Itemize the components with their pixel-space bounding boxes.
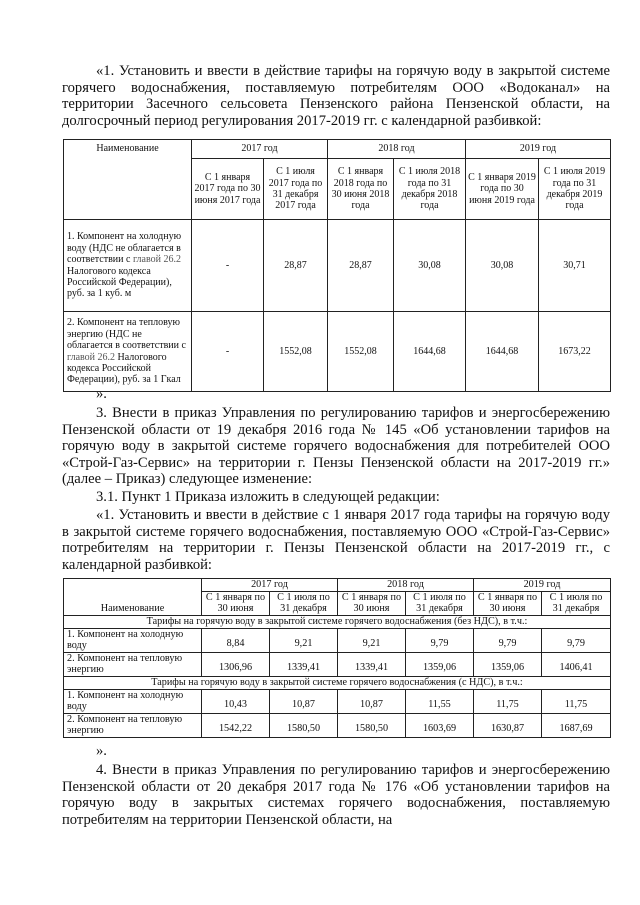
table-row bbox=[64, 714, 611, 738]
value-cell: 1552,08 bbox=[328, 312, 394, 392]
period-header: С 1 июля 2017 года по 31 декабря 2017 года bbox=[264, 159, 328, 220]
row-name: 2. Компонент на тепловую энергию bbox=[64, 653, 202, 677]
paragraph-1: «1. Установить и ввести в действие тарифы на горячую воду в закрытой системе горячего водоснабжения, поставляемую потребителям ООО «Водоканал» на территории Засечного сельсовета Пензенского района Пензенской области, на долгосрочный период регулирования 2017-2019 гг. с календарной разбивкой: bbox=[62, 63, 610, 129]
value-cell: - bbox=[192, 220, 264, 312]
table-row bbox=[64, 653, 611, 677]
value-cell: 1630,87 bbox=[474, 714, 542, 738]
closing-quote: ». bbox=[96, 743, 107, 759]
period-header: С 1 января 2018 года по 30 июня 2018 года bbox=[328, 159, 394, 220]
value-cell: 11,75 bbox=[474, 690, 542, 714]
value-cell: 10,43 bbox=[202, 690, 270, 714]
year-header: 2018 год bbox=[338, 579, 474, 592]
table-row bbox=[64, 629, 611, 653]
row-name: 2. Компонент на тепловую энергию bbox=[64, 714, 202, 738]
value-cell: 1359,06 bbox=[406, 653, 474, 677]
period-header: С 1 июля 2019 года по 31 декабря 2019 года bbox=[539, 159, 611, 220]
value-cell: 1552,08 bbox=[264, 312, 328, 392]
value-cell: 30,71 bbox=[539, 220, 611, 312]
period-header: С 1 января по 30 июня bbox=[474, 592, 542, 616]
value-cell: 1644,68 bbox=[394, 312, 466, 392]
period-header: С 1 января 2019 года по 30 июня 2019 года bbox=[466, 159, 539, 220]
value-cell: 1580,50 bbox=[338, 714, 406, 738]
value-cell: 1339,41 bbox=[270, 653, 338, 677]
period-header: С 1 июля по 31 декабря bbox=[406, 592, 474, 616]
paragraph-4: 4. Внести в приказ Управления по регулированию тарифов и энергосбережению Пензенской области от 20 декабря 2017 года № 176 «Об установлении тарифов на горячую воду в закрытых системах горячего водоснабжения, поставляемую потребителям на территории Пензенской области, на bbox=[62, 762, 610, 828]
value-cell: 10,87 bbox=[338, 690, 406, 714]
period-header: С 1 июля по 31 декабря bbox=[542, 592, 611, 616]
value-cell: - bbox=[192, 312, 264, 392]
tariff-table-vodokanal bbox=[63, 139, 611, 392]
value-cell: 1644,68 bbox=[466, 312, 539, 392]
value-cell: 1580,50 bbox=[270, 714, 338, 738]
law-link[interactable]: главой 26.2 bbox=[67, 351, 116, 363]
row-name: 1. Компонент на холодную воду bbox=[64, 690, 202, 714]
column-header-name: Наименование bbox=[64, 579, 202, 616]
value-cell: 1687,69 bbox=[542, 714, 611, 738]
closing-quote: ». bbox=[96, 386, 107, 402]
period-header: С 1 января 2017 года по 30 июня 2017 года bbox=[192, 159, 264, 220]
value-cell: 9,21 bbox=[270, 629, 338, 653]
value-cell: 1339,41 bbox=[338, 653, 406, 677]
value-cell: 28,87 bbox=[328, 220, 394, 312]
value-cell: 8,84 bbox=[202, 629, 270, 653]
value-cell: 9,21 bbox=[338, 629, 406, 653]
year-header: 2019 год bbox=[466, 140, 611, 159]
row-name: 2. Компонент на тепловую энергию (НДС не облагается в соответствии с главой 26.2 Налогового кодекса Российской Федерации), руб. за 1 Гкал bbox=[64, 312, 192, 392]
value-cell: 1542,22 bbox=[202, 714, 270, 738]
paragraph-3: 3. Внести в приказ Управления по регулированию тарифов и энергосбережению Пензенской области от 19 декабря 2016 года № 145 «Об установлении тарифов на горячую воду в закрытой системе горячего водоснабжения для потребителей ООО «Строй-Газ-Сервис» на территории г. Пензы Пензенской области на 2017-2019 гг.» (далее – Приказ) следующее изменение: bbox=[62, 405, 610, 488]
period-header: С 1 января по 30 июня bbox=[202, 592, 270, 616]
law-link[interactable]: главой 26.2 bbox=[132, 254, 181, 266]
row-name: 1. Компонент на холодную воду bbox=[64, 629, 202, 653]
period-header: С 1 января по 30 июня bbox=[338, 592, 406, 616]
year-header: 2017 год bbox=[192, 140, 328, 159]
value-cell: 9,79 bbox=[406, 629, 474, 653]
year-header: 2018 год bbox=[328, 140, 466, 159]
paragraph-3-2: «1. Установить и ввести в действие с 1 января 2017 года тарифы на горячую воду в закрытой системе горячего водоснабжения, поставляемую ООО «Строй-Газ-Сервис» потребителям на территории г. Пензы Пензенской области на 2017-2019 гг., с календарной разбивкой: bbox=[62, 507, 610, 573]
year-header: 2017 год bbox=[202, 579, 338, 592]
value-cell: 1359,06 bbox=[474, 653, 542, 677]
value-cell: 11,75 bbox=[542, 690, 611, 714]
tariff-table-stroy-gaz-servis bbox=[63, 578, 611, 738]
value-cell: 10,87 bbox=[270, 690, 338, 714]
value-cell: 1406,41 bbox=[542, 653, 611, 677]
value-cell: 28,87 bbox=[264, 220, 328, 312]
value-cell: 1603,69 bbox=[406, 714, 474, 738]
value-cell: 1673,22 bbox=[539, 312, 611, 392]
value-cell: 30,08 bbox=[466, 220, 539, 312]
section-header-with-vat: Тарифы на горячую воду в закрытой системе горячего водоснабжения (с НДС), в т.ч.: bbox=[64, 677, 611, 690]
table-row bbox=[64, 220, 611, 312]
period-header: С 1 июля 2018 года по 31 декабря 2018 года bbox=[394, 159, 466, 220]
value-cell: 1306,96 bbox=[202, 653, 270, 677]
period-header: С 1 июля по 31 декабря bbox=[270, 592, 338, 616]
paragraph-3-1: 3.1. Пункт 1 Приказа изложить в следующей редакции: bbox=[96, 489, 440, 505]
column-header-name: Наименование bbox=[64, 140, 192, 220]
value-cell: 11,55 bbox=[406, 690, 474, 714]
value-cell: 30,08 bbox=[394, 220, 466, 312]
value-cell: 9,79 bbox=[474, 629, 542, 653]
value-cell: 9,79 bbox=[542, 629, 611, 653]
table-row bbox=[64, 312, 611, 392]
year-header: 2019 год bbox=[474, 579, 611, 592]
section-header-without-vat: Тарифы на горячую воду в закрытой системе горячего водоснабжения (без НДС), в т.ч.: bbox=[64, 616, 611, 629]
row-name: 1. Компонент на холодную воду (НДС не облагается в соответствии с главой 26.2 Налогового кодекса Российской Федерации), руб. за 1 куб. м bbox=[64, 220, 192, 312]
table-row bbox=[64, 690, 611, 714]
